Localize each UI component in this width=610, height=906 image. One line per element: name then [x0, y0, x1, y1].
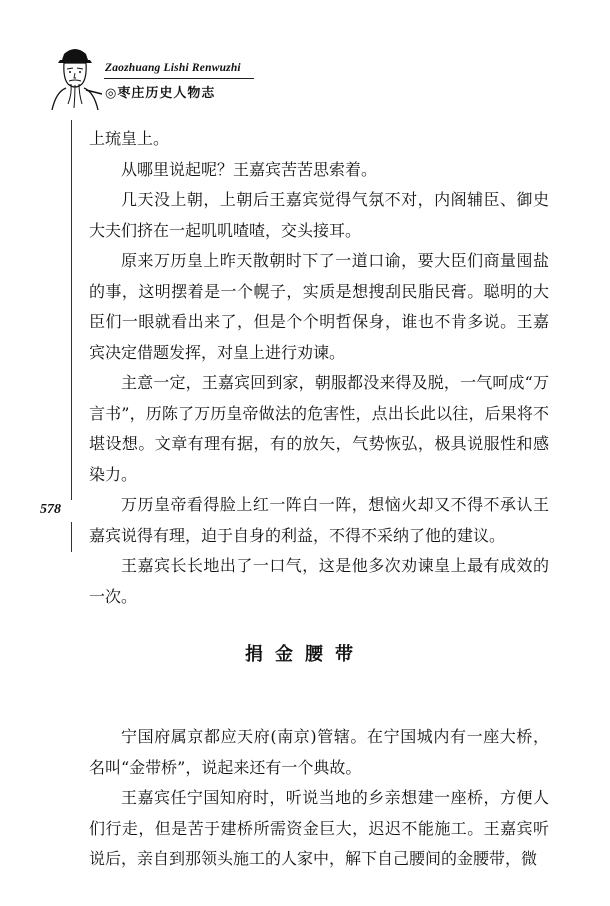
margin-rule-bottom — [71, 522, 72, 552]
series-title-chinese: ◎枣庄历史人物志 — [105, 86, 216, 101]
paragraph: 几天没上朝，上朝后王嘉宾觉得气氛不对，内阁辅臣、御史大夫们挤在一起叽叽喳喳，交头接耳。 — [89, 190, 549, 240]
page-number: 578 — [40, 502, 61, 517]
paragraph: 王嘉宾任宁国知府时，听说当地的乡亲想建一座桥，方便人们行走，但是苦于建桥所需资金巨大，迟迟不能施工。王嘉宾听说后，亲自到那领头施工的人家中，解下自己腰间的金腰带，微 — [89, 788, 549, 868]
paragraph: 主意一定，王嘉宾回到家，朝服都没来得及脱，一气呵成“万言书”，历陈了万历皇帝做法的危害性，点出长此以往，后果将不堪设想。文章有理有据，有的放矢，气势恢弘，极具说服性和感染力。 — [89, 373, 549, 484]
paragraph: 原来万历皇上昨天散朝时下了一道口谕，要大臣们商量囤盐的事，这明摆着是一个幌子，实质是想搜刮民脂民膏。聪明的大臣们一眼就看出来了，但是个个明哲保身，谁也不肯多说。王嘉宾决定借题发挥，对皇上进行劝谏。 — [89, 251, 549, 362]
margin-rule-top — [71, 120, 72, 500]
scholar-portrait-icon — [46, 44, 104, 110]
body-text-top — [89, 124, 549, 612]
paragraph: 上琉皇上。 — [89, 129, 170, 148]
paragraph: 万历皇帝看得脸上红一阵白一阵，想恼火却又不得不承认王嘉宾说得有理，迫于自身的利益，不得不采纳了他的建议。 — [89, 495, 549, 545]
paragraph: 从哪里说起呢？王嘉宾苦苦思索着。 — [121, 159, 378, 179]
section-title: 捐金腰带 — [245, 644, 365, 665]
body-text-bottom — [89, 722, 549, 875]
paragraph: 宁国府属京都应天府(南京)管辖。在宁国城内有一座大桥，名叫“金带桥”，说起来还有一个典故。 — [89, 727, 549, 777]
paragraph: 王嘉宾长长地出了一口气，这是他多次劝谏皇上最有成效的一次。 — [89, 556, 549, 606]
series-title-english: Zaozhuang Lishi Renwuzhi — [105, 62, 241, 74]
header-rule — [104, 78, 254, 79]
